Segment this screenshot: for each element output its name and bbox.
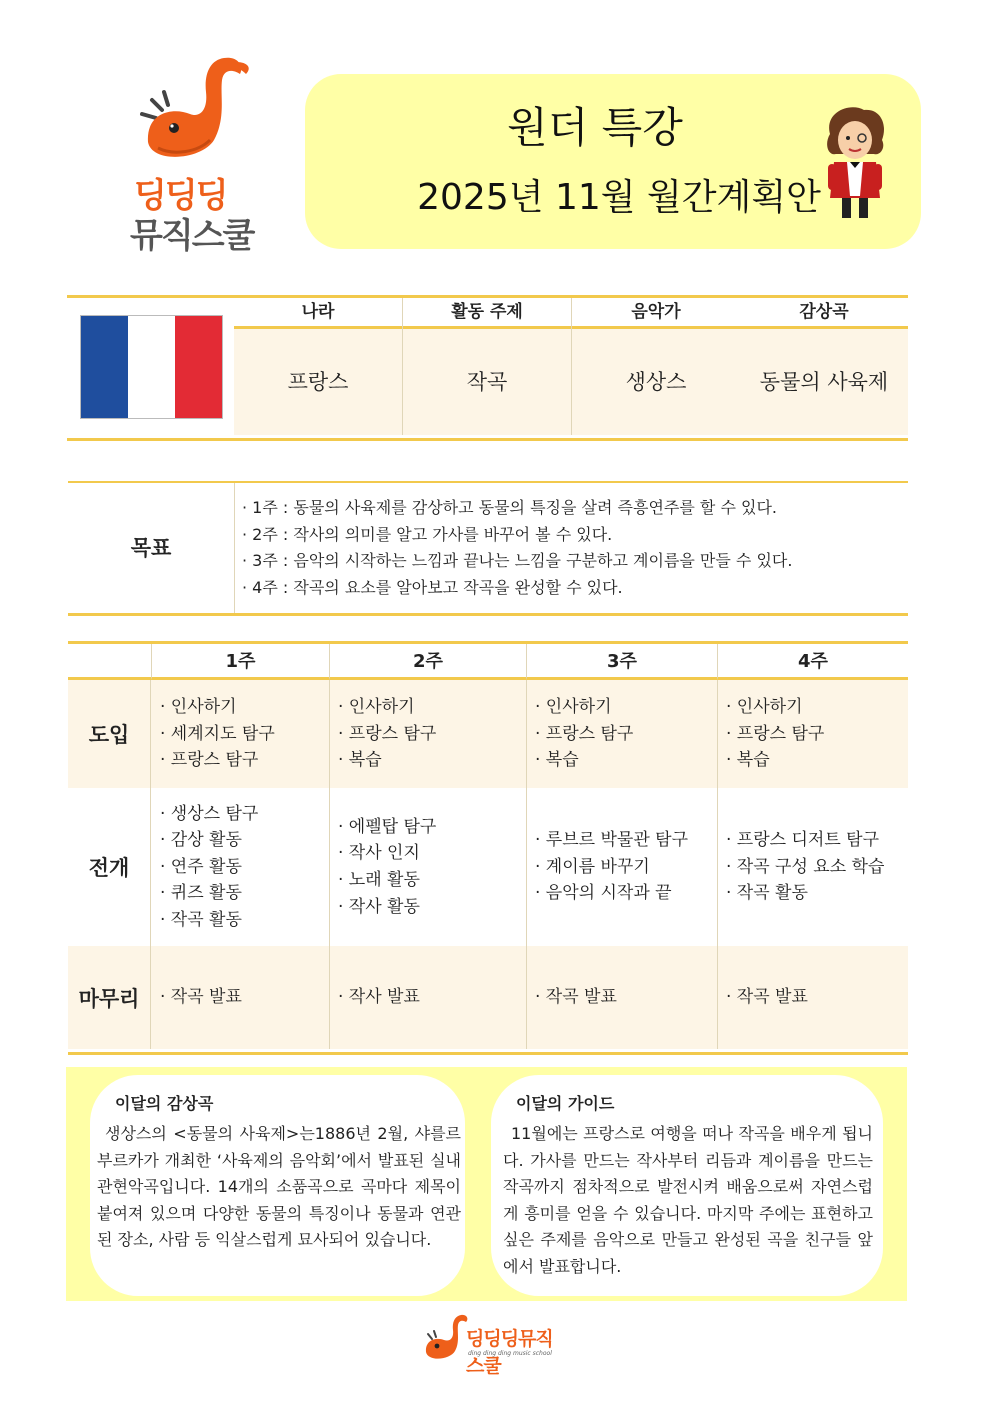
school-logo (128, 52, 258, 267)
goal-item: · 4주 : 작곡의 요소를 알아보고 작곡을 완성할 수 있다. (242, 577, 623, 597)
goal-item: · 1주 : 동물의 사육제를 감상하고 동물의 특징을 살려 즉흥연주를 할 수 있다. (242, 498, 777, 517)
plan-item: · 프랑스 탐구 (726, 723, 825, 744)
plan-cell (330, 788, 527, 946)
info-value: 생상스 (572, 329, 740, 435)
row-label: 도입 (68, 680, 151, 788)
whale-mascot-icon (420, 1312, 468, 1368)
info-column-composer (572, 298, 741, 435)
plan-item: · 프랑스 탐구 (338, 723, 437, 744)
monthly-piece-text: 생상스의 <동물의 사육제>는1886년 2월, 샤를르부르카가 개최한 ‘사육제의 음악회’에서 발표된 실내 관현악곡입니다. 14개의 소품곡으로 곡마다 제목이 붙여져 있으며 다양한 동물의 특징이나 동물과 연관된 장소, 사람 등 익살스럽게 묘사되어 있습니다. (97, 1124, 461, 1250)
plan-item: · 프랑스 탐구 (160, 750, 259, 771)
plan-cell (527, 946, 718, 1049)
info-header: 활동 주제 (403, 298, 571, 329)
plan-item: · 세계지도 탐구 (160, 723, 275, 744)
monthly-guide-title: 이달의 가이드 (516, 1094, 615, 1113)
plan-cell (718, 946, 908, 1049)
page-title: 원더 특강 (507, 103, 683, 152)
plan-item: · 작곡 발표 (726, 987, 808, 1008)
info-value: 프랑스 (234, 329, 402, 435)
info-column-topic (403, 298, 572, 435)
plan-item: · 생상스 탐구 (160, 803, 259, 824)
info-table (67, 295, 908, 441)
footer-subtitle: ding ding ding music school (468, 1350, 552, 1357)
info-value: 동물의 사육제 (740, 329, 908, 435)
brand-name-line2: 뮤직스쿨 (130, 216, 254, 256)
plan-cell (527, 680, 718, 788)
bottom-panel (66, 1067, 907, 1301)
goal-item: · 2주 : 작사의 의미를 알고 가사를 바꾸어 볼 수 있다. (242, 524, 613, 544)
plan-item: · 복습 (338, 750, 382, 771)
monthly-guide-bubble (491, 1075, 883, 1296)
plan-item: · 퀴즈 활동 (160, 883, 242, 904)
info-column-country (234, 298, 403, 435)
plan-item: · 작곡 활동 (160, 909, 242, 930)
plan-cell (718, 788, 908, 946)
goals-list (242, 495, 902, 601)
plan-item: · 프랑스 디저트 탐구 (726, 830, 879, 851)
plan-item: · 작곡 발표 (160, 987, 242, 1008)
monthly-guide-text: 11월에는 프랑스로 여행을 떠나 작곡을 배우게 됩니다. 가사를 만드는 작사부터 리듬과 계이름을 만드는 작곡까지 점차적으로 발전시켜 배움으로써 자연스럽게 흥미를 얻을 수 있습니다. 마지막 주에는 표현하고 싶은 주제를 음악으로 만들고 완성된 곡을 친구들 앞에서 발표합니다. (503, 1124, 873, 1276)
plan-cell (330, 680, 527, 788)
info-column-piece (740, 298, 908, 435)
goals-section (68, 481, 908, 616)
week-header: 1주 (152, 644, 330, 680)
plan-item: · 감상 활동 (160, 830, 242, 851)
plan-item: · 작사 인지 (338, 843, 420, 864)
plan-item: · 노래 활동 (338, 870, 420, 890)
plan-row-wrapup (68, 946, 908, 1049)
info-header: 감상곡 (740, 298, 908, 329)
goals-label: 목표 (68, 483, 235, 613)
plan-item: · 에펠탑 탐구 (338, 816, 437, 837)
plan-item: · 작사 활동 (338, 896, 420, 917)
plan-item: · 계이름 바꾸기 (535, 856, 650, 877)
monthly-piece-bubble (90, 1075, 465, 1296)
footer-logo (420, 1312, 560, 1377)
plan-item: · 인사하기 (535, 697, 612, 718)
plan-header-blank (68, 644, 152, 680)
info-header: 나라 (234, 298, 402, 329)
row-label: 마무리 (68, 946, 151, 1049)
footer-brand: 딩딩딩뮤직스쿨 (466, 1328, 553, 1377)
flag-cell (67, 298, 235, 435)
plan-item: · 작곡 활동 (726, 883, 808, 904)
composer-character-icon (820, 104, 890, 220)
plan-row-development (68, 788, 908, 947)
plan-item: · 복습 (726, 750, 770, 771)
plan-item: · 인사하기 (726, 697, 803, 718)
plan-row-intro (68, 680, 908, 789)
info-value: 작곡 (403, 329, 571, 435)
week-header: 4주 (718, 644, 908, 680)
plan-item: · 작사 발표 (338, 987, 420, 1008)
plan-item: · 연주 활동 (160, 856, 242, 877)
plan-item: · 음악의 시작과 끝 (535, 883, 672, 904)
info-header: 음악가 (572, 298, 740, 329)
row-label: 전개 (68, 788, 151, 946)
plan-item: · 작곡 발표 (535, 987, 617, 1008)
plan-cell (527, 788, 718, 946)
plan-cell (718, 680, 908, 788)
plan-item: · 루브르 박물관 탐구 (535, 830, 688, 851)
france-flag-icon (80, 315, 223, 419)
plan-item: · 프랑스 탐구 (535, 723, 634, 744)
plan-cell (152, 946, 330, 1049)
week-header: 3주 (527, 644, 718, 680)
plan-item: · 인사하기 (160, 697, 237, 718)
brand-name-line1: 딩딩딩 (134, 176, 227, 216)
week-header: 2주 (330, 644, 527, 680)
plan-cell (330, 946, 527, 1049)
plan-cell (152, 680, 330, 788)
plan-item: · 작곡 구성 요소 학습 (726, 856, 885, 877)
plan-item: · 인사하기 (338, 697, 415, 718)
weekly-plan-table (68, 641, 908, 1055)
page-subtitle: 2025년 11월 월간계획안 (417, 177, 821, 218)
whale-mascot-icon (128, 52, 258, 177)
title-panel (305, 74, 921, 249)
goal-item: · 3주 : 음악의 시작하는 느낌과 끝나는 느낌을 구분하고 계이름을 만들 수 있다. (242, 551, 793, 570)
plan-item: · 복습 (535, 750, 579, 771)
monthly-piece-title: 이달의 감상곡 (115, 1094, 214, 1113)
plan-cell (152, 788, 330, 946)
